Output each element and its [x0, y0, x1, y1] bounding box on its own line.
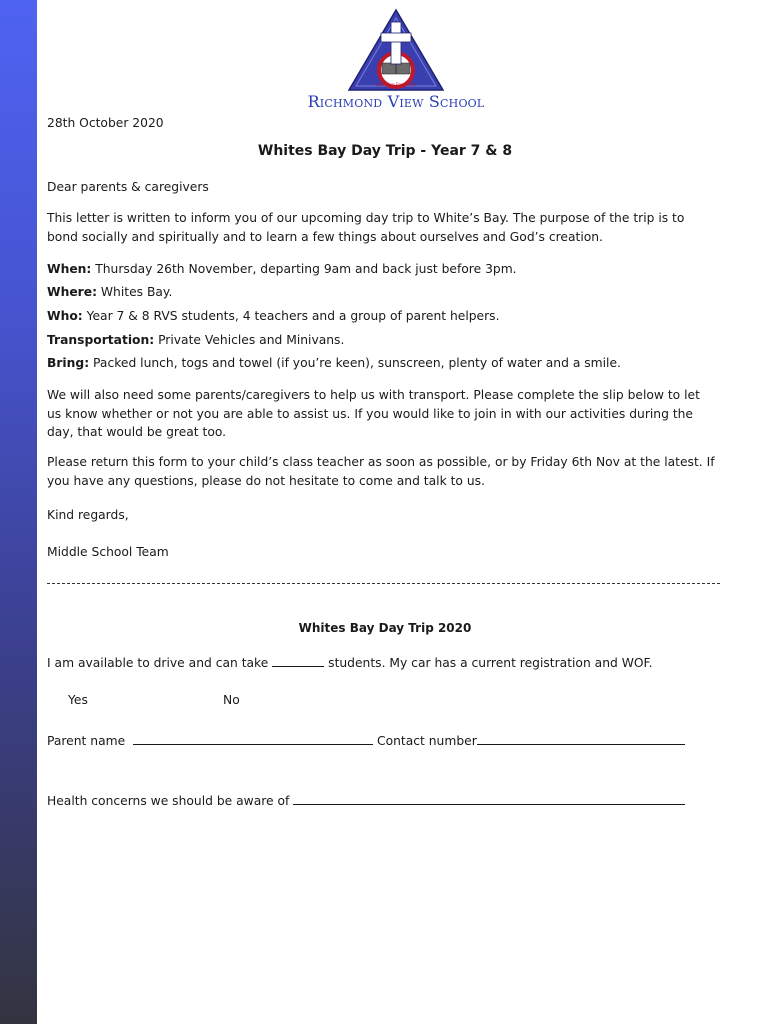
return-paragraph [47, 453, 737, 490]
detail-label: When: [47, 262, 92, 276]
detail-when [47, 260, 517, 278]
transport-paragraph [47, 386, 737, 442]
yes-option[interactable]: Yes [68, 693, 88, 707]
intro-paragraph [47, 209, 737, 246]
drive-suffix: students. My car has a current registration and WOF. [328, 656, 653, 670]
logo-motto: Standing For Christ [375, 82, 417, 87]
detail-value: Private Vehicles and Minivans. [154, 333, 345, 347]
greeting: Dear parents & caregivers [47, 180, 209, 194]
transport-line: day, that would be great too. [47, 425, 227, 439]
health-label: Health concerns we should be aware of [47, 794, 290, 808]
detail-label: Who: [47, 309, 83, 323]
cut-line-divider [47, 583, 720, 584]
contact-number-blank[interactable] [477, 732, 685, 745]
transport-line: We will also need some parents/caregivers to help us with transport. Please complete the slip below to let [47, 388, 700, 402]
no-option[interactable]: No [223, 693, 240, 707]
detail-label: Where: [47, 285, 97, 299]
letter-date: 28th October 2020 [47, 116, 164, 130]
parent-name-label: Parent name [47, 734, 126, 748]
contact-number-label: Contact number [377, 734, 477, 748]
school-logo [290, 8, 502, 112]
intro-line: This letter is written to inform you of our upcoming day trip to White’s Bay. The purpose of the trip is to [47, 211, 685, 225]
intro-line: bond socially and spiritually and to learn a few things about ourselves and God’s creation. [47, 229, 603, 244]
drive-line [47, 654, 653, 672]
signature: Middle School Team [47, 545, 169, 559]
health-line [47, 792, 685, 810]
detail-label: Bring: [47, 356, 90, 370]
detail-value: Year 7 & 8 RVS students, 4 teachers and a group of parent helpers. [82, 309, 500, 323]
return-line: Please return this form to your child’s class teacher as soon as possible, or by Friday 6th Nov at the latest. If [47, 455, 715, 469]
parent-contact-line [47, 732, 685, 750]
slip-title: Whites Bay Day Trip 2020 [298, 621, 472, 635]
detail-where [47, 283, 172, 301]
school-crest-icon [346, 8, 446, 92]
drive-prefix: I am available to drive and can take [47, 656, 269, 670]
detail-value: Whites Bay. [96, 285, 173, 299]
return-line: you have any questions, please do not hesitate to come and talk to us. [47, 473, 485, 488]
detail-value: Packed lunch, togs and towel (if you’re keen), sunscreen, plenty of water and a smile. [89, 356, 621, 370]
detail-label: Transportation: [47, 333, 155, 347]
closing: Kind regards, [47, 508, 129, 522]
detail-bring [47, 354, 621, 372]
letter-title: Whites Bay Day Trip - Year 7 & 8 [257, 143, 513, 159]
detail-value: Thursday 26th November, departing 9am and back just before 3pm. [91, 262, 517, 276]
detail-transportation [47, 331, 344, 349]
health-concerns-blank[interactable] [293, 792, 685, 805]
school-name: Richmond View School [307, 92, 485, 111]
detail-who [47, 307, 499, 325]
students-count-blank[interactable] [272, 654, 324, 667]
parent-name-blank[interactable] [133, 732, 373, 745]
transport-line: us know whether or not you are able to assist us. If you would like to join in with our activities during the [47, 406, 693, 421]
